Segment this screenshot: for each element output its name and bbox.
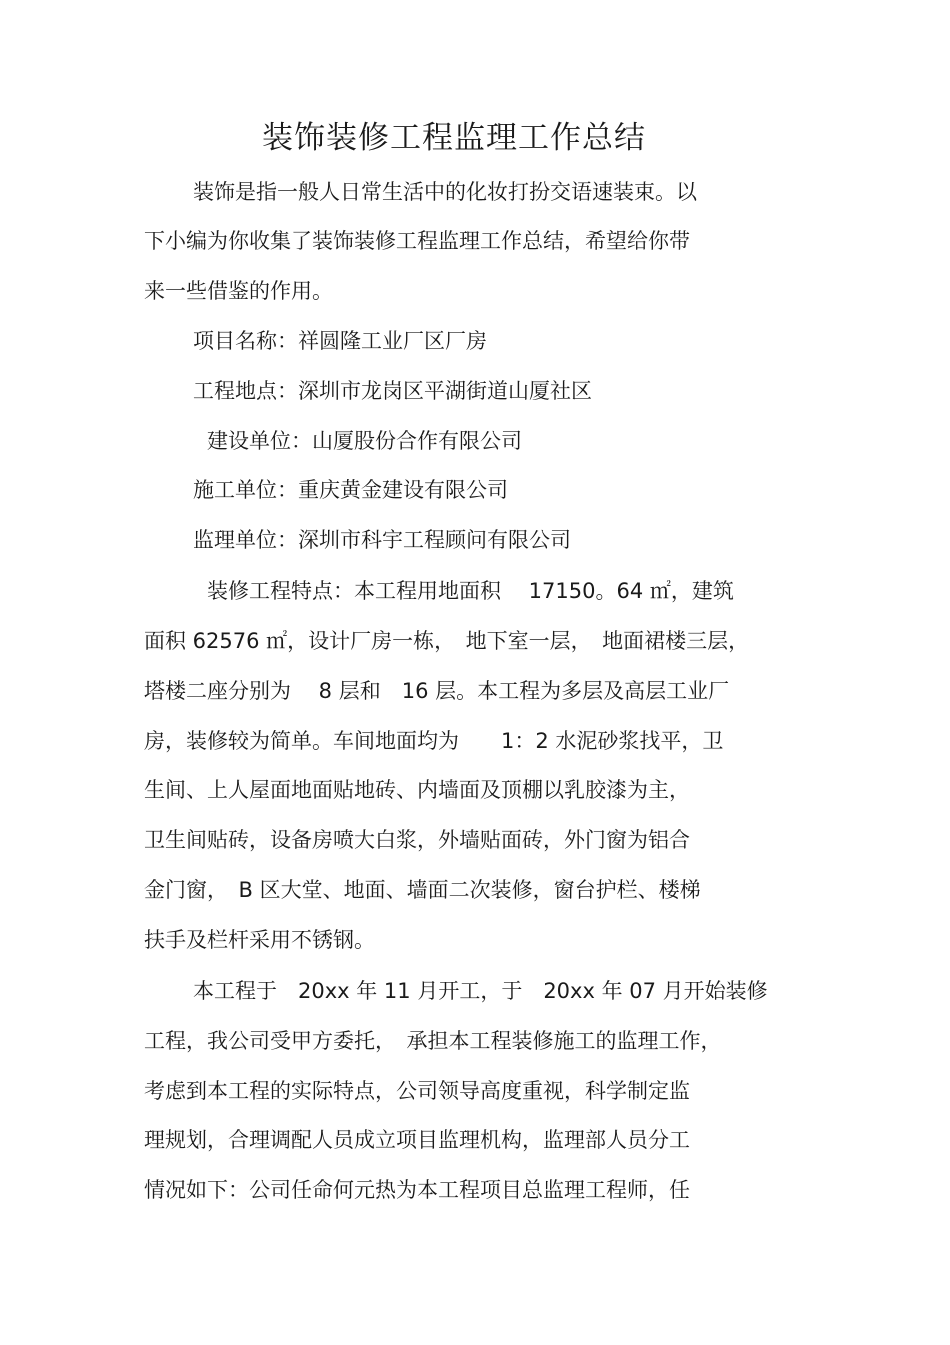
paragraph-line: 考虑到本工程的实际特点，公司领导高度重视，科学制定监 xyxy=(144,1079,690,1103)
paragraph-line: 装饰是指一般人日常生活中的化妆打扮交语速装束。以 xyxy=(193,180,697,204)
paragraph-line: 面积 62576 ㎡，设计厂房一栋， 地下室一层， 地面裙楼三层， xyxy=(144,629,750,653)
project-name-line: 项目名称：祥圆隆工业厂区厂房 xyxy=(193,329,487,353)
paragraph-line: 本工程于 20xx 年 11 月开工，于 20xx 年 07 月开始装修 xyxy=(193,979,768,1003)
construction-unit-line: 建设单位：山厦股份合作有限公司 xyxy=(207,429,522,453)
paragraph-line: 工程，我公司受甲方委托， 承担本工程装修施工的监理工作， xyxy=(144,1029,722,1053)
paragraph-line: 下小编为你收集了装饰装修工程监理工作总结，希望给你带 xyxy=(144,229,690,253)
paragraph-line: 塔楼二座分别为 8 层和 16 层。本工程为多层及高层工业厂 xyxy=(144,679,730,703)
paragraph-line: 生间、上人屋面地面贴地砖、内墙面及顶棚以乳胶漆为主， xyxy=(144,778,690,802)
paragraph-line: 卫生间贴砖，设备房喷大白浆，外墙贴面砖，外门窗为铝合 xyxy=(144,828,690,852)
paragraph-line: 情况如下：公司任命何元热为本工程项目总监理工程师，任 xyxy=(144,1178,690,1202)
paragraph-line: 房，装修较为简单。车间地面均为 1：2 水泥砂浆找平，卫 xyxy=(144,729,724,753)
document-title: 装饰装修工程监理工作总结 xyxy=(262,120,646,156)
contractor-line: 施工单位：重庆黄金建设有限公司 xyxy=(193,478,508,502)
paragraph-line: 理规划，合理调配人员成立项目监理机构，监理部人员分工 xyxy=(144,1128,690,1152)
paragraph-line: 来一些借鉴的作用。 xyxy=(144,279,333,303)
paragraph-line: 扶手及栏杆采用不锈钢。 xyxy=(144,928,375,952)
project-location-line: 工程地点：深圳市龙岗区平湖街道山厦社区 xyxy=(193,379,592,403)
paragraph-line: 装修工程特点：本工程用地面积 17150。64 ㎡，建筑 xyxy=(207,579,734,603)
paragraph-line: 金门窗， B 区大堂、地面、墙面二次装修，窗台护栏、楼梯 xyxy=(144,878,701,902)
supervisor-line: 监理单位：深圳市科宇工程顾问有限公司 xyxy=(193,528,571,552)
